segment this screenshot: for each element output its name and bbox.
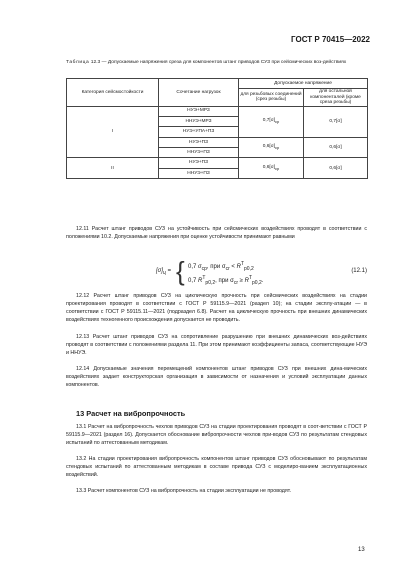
load-cell: НУЭ+МРЗ: [159, 106, 239, 116]
paragraph-12-13: 12.13 Расчет штанг приводов СУЗ на сопротивление разрушению при внешних динамических воз-действиях проводят в соответствии с положениями раздела 11. При этом принимают коэффициенты запаса, соответствующие НУЭ и ННУЭ.: [66, 334, 367, 356]
col-header-load: Сочетание нагрузок: [159, 79, 239, 107]
paragraph-13-3: 13.3 Расчет компонентов СУЗ на вибропрочность на стадии эксплуатации не проводят.: [76, 488, 292, 494]
standard-number: ГОСТ Р 70415—2022: [291, 35, 370, 44]
category-cell: II: [67, 158, 159, 179]
load-cell: НУЭ+ПЗ: [159, 158, 239, 168]
load-cell: ННУЭ+ПЗ: [159, 168, 239, 178]
paragraph-12-14: 12.14 Допускаемые значения перемещений компонентов штанг приводов СУЗ при внешних дина-мических воздействиях задает конструкторская организация в зависимости от назначения и условий эксплуатации данных компонентов.: [66, 366, 367, 388]
formula-number: (12.1): [351, 268, 367, 274]
table-caption-text: 12.3 — Допускаемые напряжения среза для компонентов штанг приводов СУЗ при сейсмических воз-действиях: [90, 60, 347, 65]
load-cell: НУЭ+ПЗ: [159, 137, 239, 147]
paragraph-13-1: 13.1 Расчет на вибропрочность чехлов приводов СУЗ на стадии проектирования проводят в соот-ветствии с ГОСТ Р 59115.9—2021 (раздел 16). Допускается обоснование вибропрочности чехлов при-водов СУЗ по результатам стендовых испытаний по аттестованным методикам.: [66, 424, 367, 446]
load-cell: НУЭ+УПА+ПЗ: [159, 127, 239, 137]
threaded-value-cell: $0,7[\sigma]_{ср}$: [239, 106, 304, 137]
col-header-other: для остальной компоненталей (кроме среза резьбы): [304, 89, 368, 107]
category-cell: I: [67, 106, 159, 158]
formula-case-1: 0,7 $\sigma_{ср}$, при $\sigma_{cr} < R^T_{p0,2}$: [188, 261, 254, 273]
load-cell: ННУЭ+МРЗ: [159, 116, 239, 126]
other-value-cell: 0,6[σ]: [304, 137, 368, 158]
col-header-threaded: для резьбовых соединений (срез резьбы): [239, 89, 304, 107]
allowed-stress-table: [66, 78, 368, 179]
paragraph-12-11: 12.11 Расчет штанг приводов СУЗ на устойчивость при сейсмических воздействиях проводят в соответствии с положениями 10.2. Допускаемые напряжения при оценке устойчивости принимают равными: [66, 226, 367, 240]
section-title: 13 Расчет на вибропрочность: [76, 409, 186, 418]
table-row: [67, 106, 368, 116]
table-caption-label: Таблица: [66, 60, 90, 65]
other-value-cell: 0,7[σ]: [304, 106, 368, 137]
formula-case-2: 0,7 $R^T_{p0,2}$, при $\sigma_{cr} \ge R^T_{p0,2}$.: [188, 275, 264, 287]
table-caption: [66, 60, 366, 67]
page-number: 13: [358, 547, 365, 553]
threaded-value-cell: $0,6[\sigma]_{ср}$: [239, 137, 304, 158]
formula-lhs: $[\sigma]_ц$ =: [156, 268, 171, 277]
paragraph-13-2: 13.2 На стадии проектирования вибропрочность компонентов штанг приводов СУЗ обосновывают по результатам стендовых испытаний по аттестованным методикам в составе привода СУЗ с моделиро-ванием эксплуатационных воздействий.: [66, 456, 367, 478]
load-cell: ННУЭ+ПЗ: [159, 148, 239, 158]
threaded-value-cell: $0,6[\sigma]_{ср}$: [239, 158, 304, 179]
col-header-allowed: Допускаемое напряжение: [239, 79, 368, 89]
other-value-cell: 0,6[σ]: [304, 158, 368, 179]
paragraph-12-12: 12.12 Расчет штанг приводов СУЗ на циклическую прочность при сейсмических воздействиях на стадии проектирования проводят в соответствии с ГОСТ Р 59115.9—2021 (раздел 10); на стадии эксплу-атации — в соответствии с ГОСТ Р 59115.11—2021 (подраздел 6.8). Расчет на циклическую прочность при внешних динамических воздействиях техногенного происхождения допускается не проводить.: [66, 293, 367, 323]
formula-12-1: [66, 258, 367, 288]
col-header-category: Категория сейсмостойкости: [67, 79, 159, 107]
table-row: [67, 158, 368, 168]
formula-brace: {: [176, 256, 185, 286]
